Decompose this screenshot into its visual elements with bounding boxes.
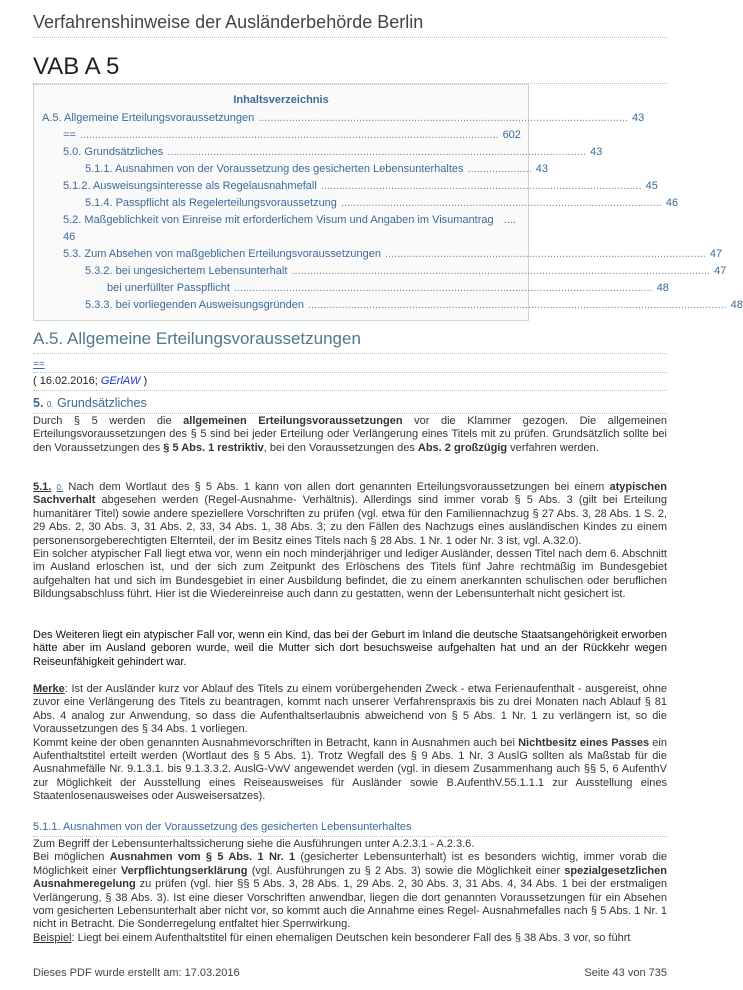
toc-title: Inhaltsverzeichnis — [233, 94, 329, 106]
toc-item[interactable]: 5.1.1. Ausnahmen von der Voraussetzung des gesicherten Lebensunterhaltes ..................... 43 — [85, 163, 548, 175]
revision-date: ( 16.02.2016; GErlAW ) — [33, 375, 148, 387]
toc-item-label: bei unerfüllter Passpflicht — [107, 282, 230, 294]
revision-link[interactable]: GErlAW — [100, 375, 141, 387]
toc-item-page: 48 — [656, 282, 669, 294]
toc-item[interactable]: 5.3.2. bei ungesichertem Lebensunterhalt ......................................................................................................................................... 47 — [85, 265, 727, 277]
divider — [33, 836, 667, 837]
toc-item-label: 5.3.2. bei ungesichertem Lebensunterhalt — [85, 265, 288, 277]
toc-item[interactable] — [63, 231, 516, 244]
toc-item-label: A.5. Allgemeine Erteilungsvoraussetzungen — [42, 112, 255, 124]
divider — [33, 372, 667, 373]
paragraph-general: Durch § 5 werden die allgemeinen Erteilungsvoraussetzungen vor die Klammer gezogen. Die allgemeinen Erteilungsvoraussetzungen des § 5 sind bei jeder Erteilung oder Verlängerung eines Titels mit zu prüfen. Grundsätzlich sollte bei den Voraussetzungen des § 5 Abs. 1 restriktiv, bei den Voraussetzungen des Abs. 2 großzügig verfahren werden. — [33, 415, 667, 454]
paragraph-atypical-child: Des Weiteren liegt ein atypischer Fall vor, wenn ein Kind, das bei der Geburt im Inland die deutsche Staatsangehörigkeit erworben hätte aber im Ausland geboren wurde, weil die Mutter sich dort besuchsweise aufgehalten hat und an der Rückkehr wegen Reiseunfähigkeit gehindert war. — [33, 629, 667, 668]
paragraph-merke: Merke: Ist der Ausländer kurz vor Ablauf des Titels zu einem vorübergehenden Zweck - etwa Ferienaufenthalt - ausgereist, ohne zuvor eine Verlängerung des Titels zu beantragen, kommt nach unserer Verfahrenspraxis bis zu drei Monaten nach Ablauf § 81 Abs. 4 analog zur Anwendung, so dass die Aufenthaltserlaubnis abweichend von § 5 Abs. 1 Nr. 1 zu verlängern ist, so die Voraussetzungen des § 34 Abs. 1 vorliegen. Kommt keine der oben genannten Ausnahmevorschriften in Betracht, kann in Ausnahmen auch bei Nichtbesitz eines Passes ein Aufenthaltstitel erteilt werden (Wortlaut des § 5 Abs. 1). Trotz Wegfall des § 9 Abs. 1 Nr. 3 AuslG sollten als Maßstab für die Ausnahmefälle Nr. 9.1.3.1. bis 9.1.3.3.2. AuslG-VwV angewendet werden (vgl. in diesem Zusammenhang auch §§ 5, 6 AufenthV zur Möglichkeit der Ausstellung eines Reiseausweises für Ausländer sowie B.AufenthV.55.1.1.1 zur Ausstellung eines Staatenlosenausweises oder Ausweisersatzes). — [33, 683, 667, 803]
footer-page-number: Seite 43 von 735 — [584, 967, 667, 979]
site-header-title: Verfahrenshinweise der Ausländerbehörde Berlin — [33, 12, 424, 32]
toc-item[interactable]: A.5. Allgemeine Erteilungsvoraussetzungen ......................................................................................................................... 43 — [42, 112, 645, 124]
toc-item-label: 5.1.1. Ausnahmen von der Voraussetzung des gesicherten Lebensunterhaltes — [85, 163, 464, 175]
section-heading: A.5. Allgemeine Erteilungsvoraussetzungen — [33, 329, 361, 348]
toc-item-label: 5.1.4. Passpflicht als Regelerteilungsvoraussetzung — [85, 197, 337, 209]
subsection-heading: 5. 0. Grundsätzliches — [33, 396, 147, 410]
toc-item-label: 5.0. Grundsätzliches — [63, 146, 164, 158]
toc-item[interactable]: == ......................................................................................................................................... 602 — [63, 129, 521, 141]
divider — [33, 353, 667, 354]
toc-item[interactable]: bei unerfüllter Passpflicht ......................................................................................................................................... 48 — [107, 282, 669, 294]
toc-item-page: .... — [503, 214, 516, 226]
toc-item-label: 5.3. Zum Absehen von maßgeblichen Erteilungsvoraussetzungen — [63, 248, 381, 260]
footer-created-date: Dieses PDF wurde erstellt am: 17.03.2016 — [33, 967, 240, 979]
toc-item[interactable] — [63, 214, 516, 227]
toc-item-label: 5.3.3. bei vorliegenden Ausweisungsgründen — [85, 299, 304, 311]
divider — [33, 390, 667, 391]
paragraph-atypical: 5.1. 0. Nach dem Wortlaut des § 5 Abs. 1 kann von allen dort genannten Erteilungsvoraussetzungen bei einem atypischen Sachverhalt abgesehen werden (Regel-Ausnahme- Verhältnis). Allerdings sind immer vorab § 5 Abs. 3 (gilt bei Erteilung humanitärer Titel) sowie andere speziellere Vorschriften zu prüfen (vgl. etwa für den Familiennachzug § 27 Abs. 3, 28 Abs. 1 S. 2, 29 Abs. 2, 30 Abs. 3, 31 Abs. 2, 33, 34 Abs. 1, 38 Abs. 3; zu den Fällen des Nachzugs eines ausländischen Kindes zu einem personensorgeberechtigten Elternteil, der im Besitz eines Titels nach § 28 Abs. 1 Nr. 1 oder Nr. 3 ist, vgl. A.32.0). Ein solcher atypischer Fall liegt etwa vor, wenn ein noch minderjähriger und lediger Ausländer, dessen Titel nach dem 6. Abschnitt im Ausland erloschen ist, und der sich zum Zeitpunkt des Erlöschens des Titels fünf Jahre rechtmäßig im Bundesgebiet aufgehalten hat und sich im Bundesgebiet in einer Ausbildung befindet, die zu einem anerkannten schulischen oder beruflichen Bildungsabschluss führt. Hier ist die Wiedereinreise auch dann zu gestatten, wenn der Lebensunterhalt nicht gesichert ist. — [33, 481, 667, 601]
toc-item-label: 46 — [63, 231, 76, 243]
table-of-contents — [33, 84, 743, 321]
toc-item-page: 47 — [709, 248, 723, 260]
toc-item[interactable]: 5.1.2. Ausweisungsinteresse als Regelausnahmefall ......................................................................................................... 45 — [63, 180, 658, 192]
toc-item-page: 48 — [730, 299, 743, 311]
divider — [33, 37, 667, 38]
toc-item-page: 43 — [631, 112, 645, 124]
change-marker[interactable]: == — [33, 359, 45, 370]
toc-item[interactable]: 5.1.4. Passpflicht als Regelerteilungsvoraussetzung ......................................................................................................... 46 — [85, 197, 679, 209]
toc-item-page: 46 — [665, 197, 679, 209]
toc-item[interactable]: 5.0. Grundsätzliches ......................................................................................................................................... 43 — [63, 146, 603, 158]
toc-item-page: 43 — [535, 163, 548, 175]
toc-item[interactable]: 5.3. Zum Absehen von maßgeblichen Erteilungsvoraussetzungen ......................................................................................................... 47 — [63, 248, 723, 260]
subsection-5-1-1-heading: 5.1.1. Ausnahmen von der Voraussetzung des gesicherten Lebensunterhaltes — [33, 821, 412, 833]
toc-item-label: 5.1.2. Ausweisungsinteresse als Regelausnahmefall — [63, 180, 317, 192]
toc-item-page: 602 — [502, 129, 521, 141]
toc-item-label: == — [63, 129, 76, 141]
toc-item-label: 5.2. Maßgeblichkeit von Einreise mit erforderlichem Visum und Angaben im Visumantrag — [63, 214, 494, 226]
section-number-link[interactable]: 5.1. — [33, 481, 52, 493]
page-title: VAB A 5 — [33, 53, 120, 80]
paragraph-lebensunterhalt: Zum Begriff der Lebensunterhaltssicherung siehe die Ausführungen unter A.2.3.1 - A.2.3.6. Bei möglichen Ausnahmen vom § 5 Abs. 1 Nr. 1 (gesicherter Lebensunterhalt) ist es besonders wichtig, immer vorab die Möglichkeit einer Verpflichtungserklärung (vgl. Ausführungen zu § 2 Abs. 3) sowie die Möglichkeit einer spezialgesetzlichen Ausnahmeregelung zu prüfen (vgl. hier §§ 5 Abs. 3, 28 Abs. 1, 29 Abs. 2, 30 Abs. 3, 31 Abs. 4, 34 Abs. 1 bei der erstmaligen Verlängerung, § 38 Abs. 3). Ist eine dieser Vorschriften anwendbar, liegen die dort genannten Voraussetzungen für ein Absehen vom gesicherten Lebensunterhalt aber nicht vor, so kommt auch die Annahme eines Regel- Ausnahmefalles nach § 5 Abs. 1 Nr. 1 nicht in Betracht. Die Sonderregelung entfaltet hier Sperrwirkung. Beispiel: Liegt bei einem Aufenthaltstitel für einen ehemaligen Deutschen kein besonderer Fall des § 38 Abs. 3 vor, so führt — [33, 838, 667, 944]
toc-item-page: 47 — [714, 265, 727, 277]
toc-item-page: 43 — [589, 146, 603, 158]
toc-item-page: 45 — [645, 180, 658, 192]
toc-item[interactable]: 5.3.3. bei vorliegenden Ausweisungsgründen ......................................................................................................................................... 48 — [85, 299, 743, 311]
divider — [33, 413, 667, 414]
